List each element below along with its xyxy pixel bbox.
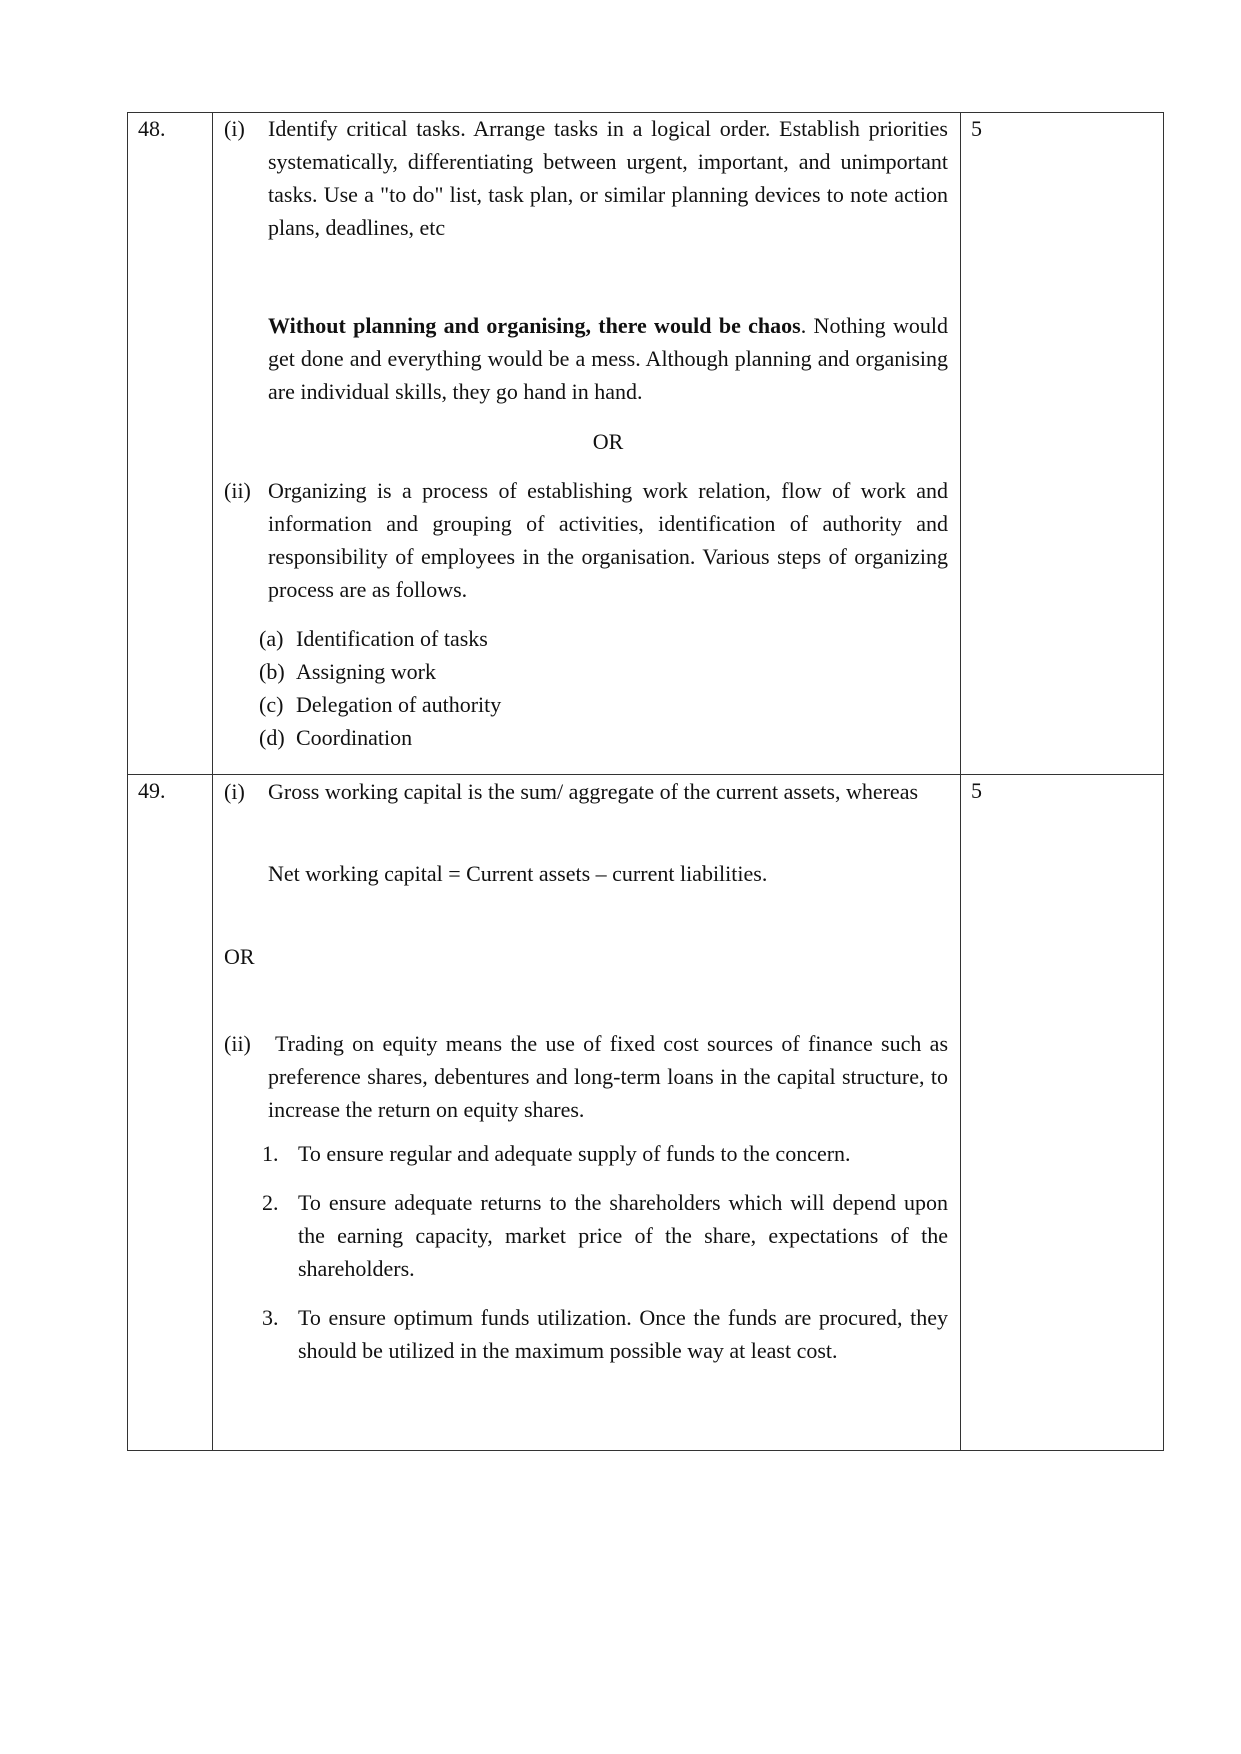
step-marker: (c) [259,692,284,717]
table-row-q49 [128,775,1163,1450]
point-text: To ensure adequate returns to the shareholders which will depend upon the earning capacity, market price of the share, expectations of the shareholders. [298,1190,948,1281]
part-label: (i) [224,116,245,141]
column-divider [960,775,961,1450]
formula-text: Net working capital = Current assets – current liabilities. [268,861,768,886]
table-row-q48 [128,113,1163,775]
point-marker: 1. [262,1141,279,1166]
conclusion-text: . Nothing would get done and everything would be a mess. Although planning and organising are individual skills, they go hand in hand. [268,313,948,404]
point-marker: 3. [262,1305,279,1330]
question-number: 49. [138,778,166,803]
point-text: To ensure regular and adequate supply of funds to the concern. [298,1141,851,1166]
bold-lead: Without planning and organising, there would be chaos [268,313,801,338]
part-label: (ii) [224,1031,251,1056]
step-marker: (b) [259,659,285,684]
part-label: (ii) [224,478,251,503]
step-text: Coordination [296,725,413,750]
part-ii-text: Trading on equity means the use of fixed cost sources of finance such as preference shares, debentures and long-term loans in the capital structure, to increase the return on equity shares. [268,1031,948,1122]
step-marker: (a) [259,626,284,651]
or-divider: OR [592,429,624,454]
column-divider [212,775,213,1450]
step-text: Assigning work [296,659,436,684]
or-divider: OR [224,944,255,969]
column-divider [212,113,213,774]
marks-value: 5 [971,116,982,141]
part-label: (i) [224,779,245,804]
column-divider [960,113,961,774]
part-i-text: Gross working capital is the sum/ aggregate of the current assets, whereas [268,779,919,804]
step-text: Identification of tasks [296,626,488,651]
step-text: Delegation of authority [296,692,502,717]
step-marker: (d) [259,725,285,750]
marks-value: 5 [971,778,982,803]
answer-table [127,112,1164,1451]
point-text: To ensure optimum funds utilization. Once the funds are procured, they should be utilized in the maximum possible way at least cost. [298,1305,948,1363]
question-number: 48. [138,116,166,141]
part-i-text: Identify critical tasks. Arrange tasks in a logical order. Establish priorities systematically, differentiating between urgent, important, and unimportant tasks. Use a "to do" list, task plan, or similar planning devices to note action plans, deadlines, etc [268,116,948,240]
part-ii-text: Organizing is a process of establishing work relation, flow of work and information and grouping of activities, identification of authority and responsibility of employees in the organisation. Various steps of organizing process are as follows. [268,478,948,602]
part-i-conclusion [268,309,948,408]
point-marker: 2. [262,1190,279,1215]
